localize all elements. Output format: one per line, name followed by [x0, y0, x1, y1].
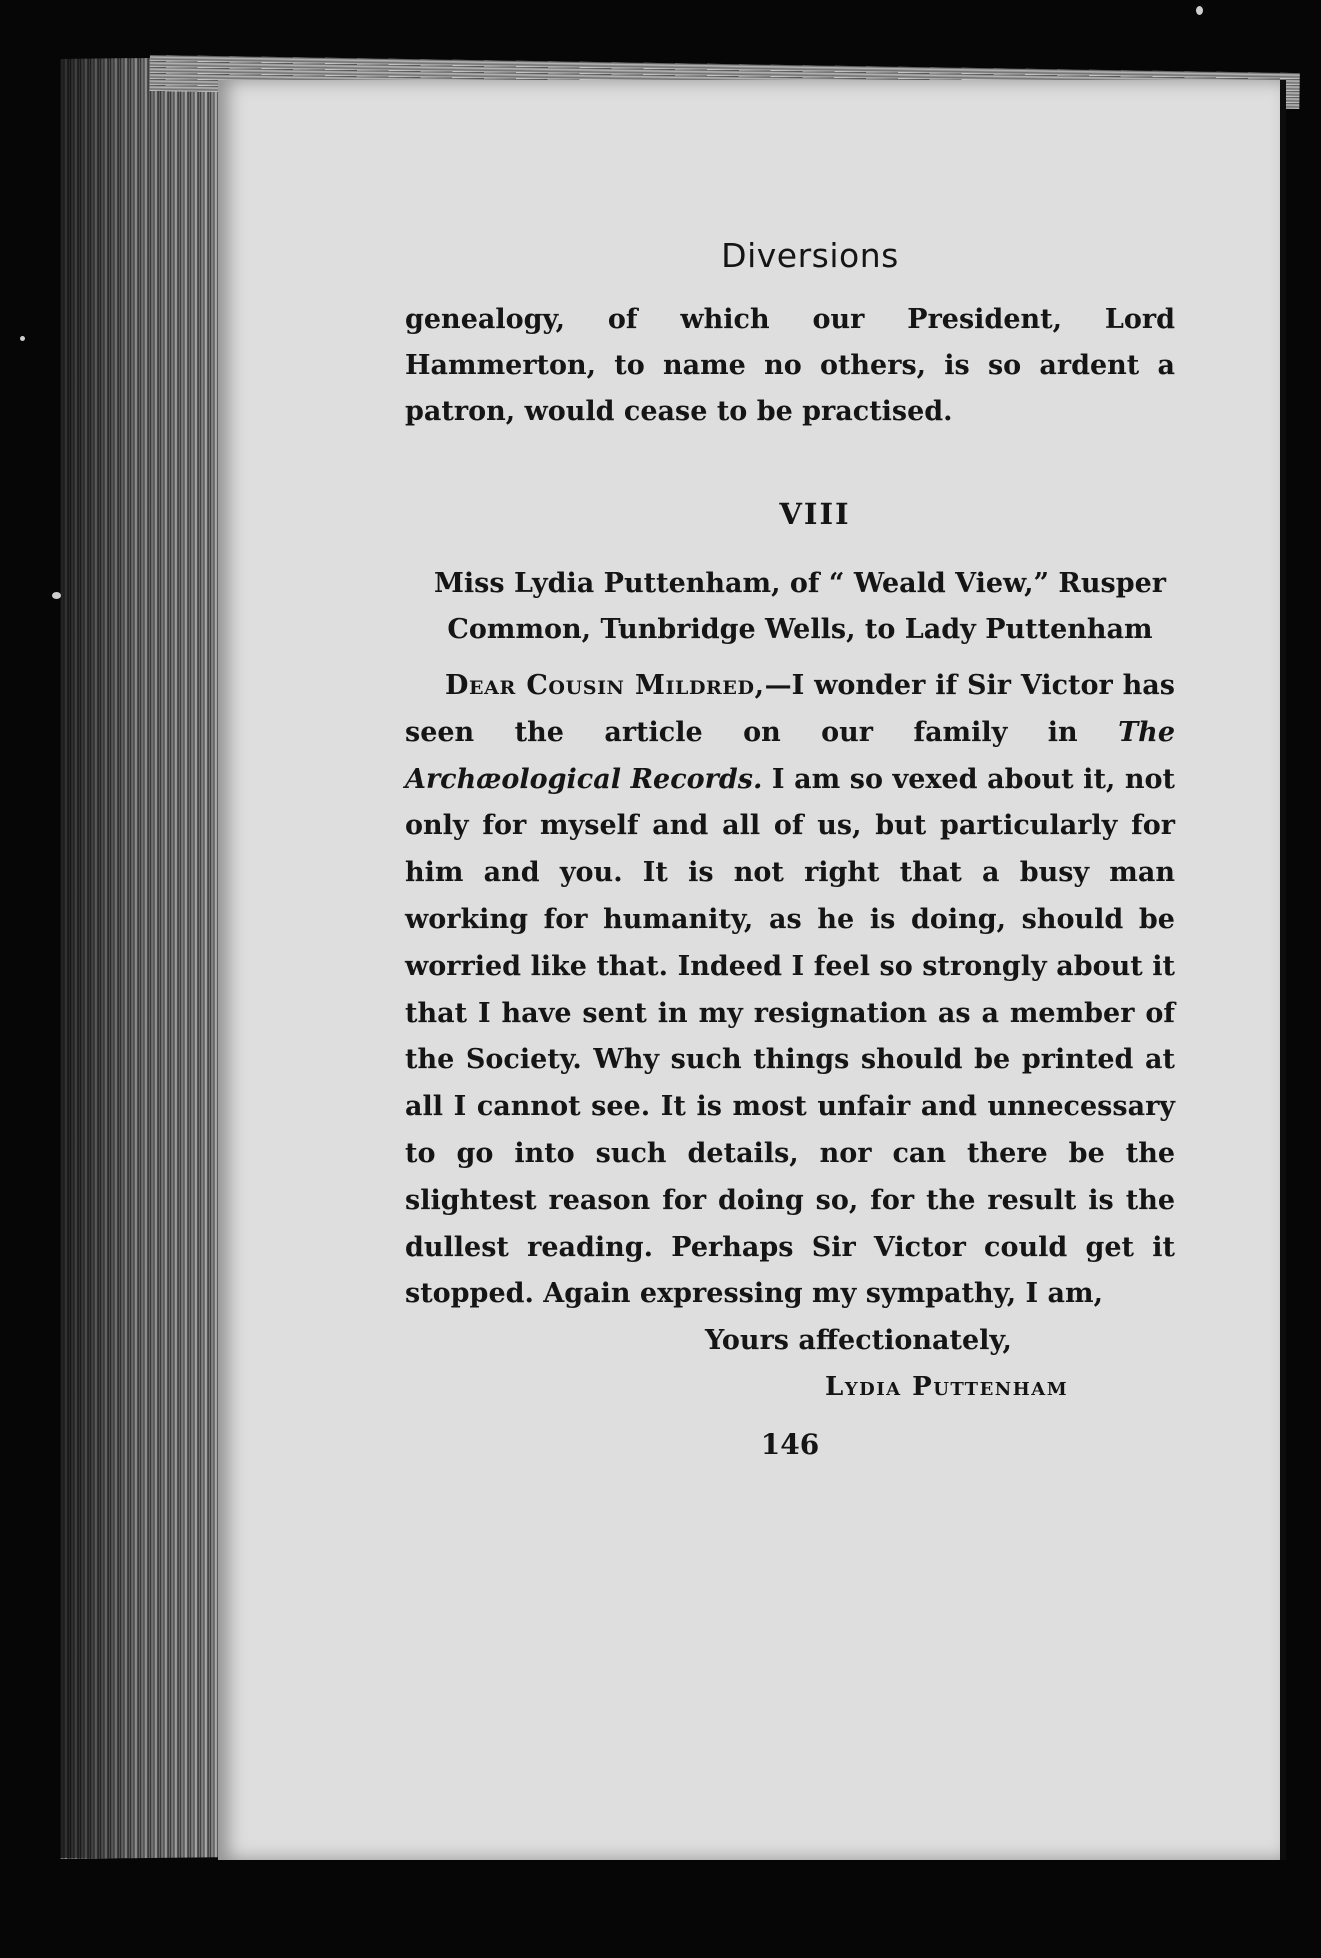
- dust-speck: [20, 336, 25, 341]
- page-edges-shadow: [60, 58, 230, 1858]
- dust-speck: [52, 592, 61, 599]
- letter-salutation: Dear Cousin Mildred,: [445, 670, 765, 701]
- continued-paragraph: genealogy, of which our President, Lord Hammerton, to name no others, is so ardent a patron, would cease to be practised.: [405, 304, 1175, 427]
- letter-body-text: —I wonder if Sir Victor has seen the article on our family in: [405, 670, 1175, 748]
- letter-address: Miss Lydia Puttenham, of “ Weald View,” Rusper Common, Tunbridge Wells, to Lady Puttenham: [434, 568, 1166, 645]
- page-number: 146: [760, 1428, 820, 1462]
- letter-closing: Yours affectionately,: [705, 1325, 1012, 1357]
- journal-title: The Archæological Records.: [405, 716, 1175, 795]
- dust-speck: [1196, 6, 1203, 15]
- page-right-edge: [1280, 80, 1286, 1860]
- page-text-block: [405, 236, 1175, 1461]
- section-number: VIII: [779, 497, 851, 531]
- running-head: Diversions: [721, 236, 899, 275]
- letter-body: [405, 663, 1175, 1318]
- letter-signature: Lydia Puttenham: [825, 1372, 1069, 1403]
- letter-body-continued: I am so vexed about it, not only for myself and all of us, but particularly for him and you. It is not right that a busy man working for humanity, as he is doing, should be worried like that. Indeed I feel so strongly about it that I have sent in my resignation as a member of the Society. Why such things should be printed at all I cannot see. It is most unfair and unnecessary to go into such details, nor can there be the slightest reason for doing so, for the result is the dullest reading. Perhaps Sir Victor could get it stopped. Again expressing my sympathy, I am,: [405, 763, 1175, 1310]
